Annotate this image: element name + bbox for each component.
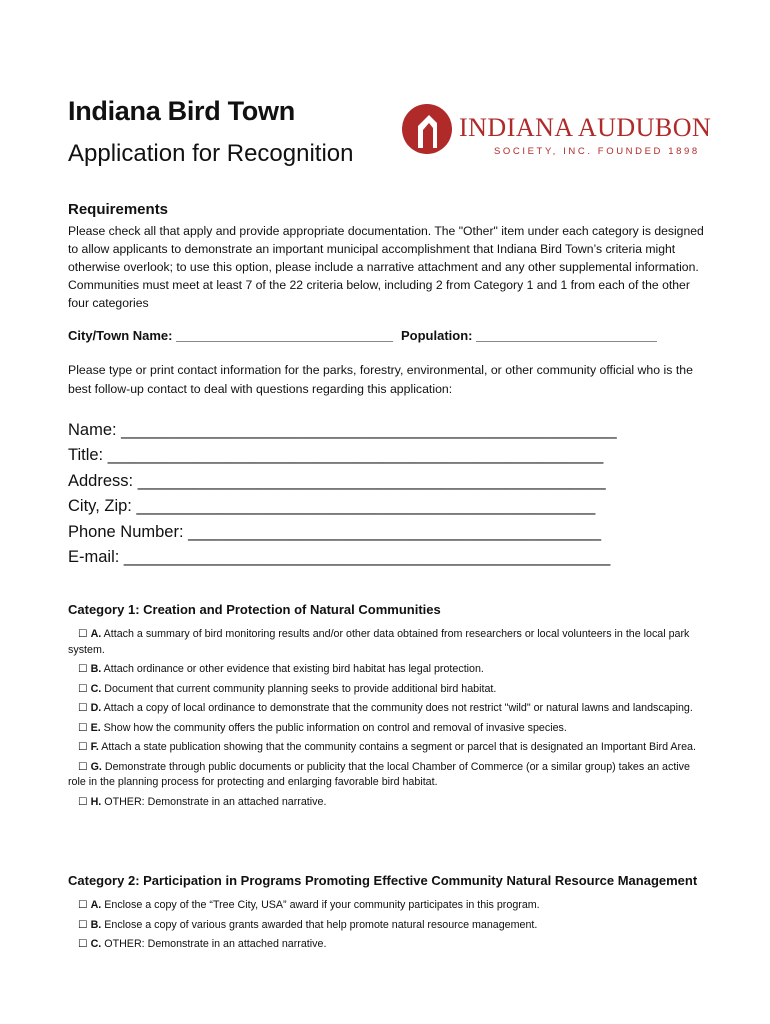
item-text: OTHER: Demonstrate in an attached narrative. — [104, 795, 327, 808]
bird-silhouette-icon — [402, 104, 452, 154]
checkbox[interactable]: ☐ — [78, 918, 88, 931]
criteria-item — [68, 662, 708, 678]
checkbox[interactable]: ☐ — [78, 795, 88, 808]
item-letter: B. — [90, 918, 102, 931]
item-letter: G. — [90, 760, 102, 773]
item-text: Show how the community offers the public information on control and removal of invasive species. — [103, 721, 567, 734]
page-subtitle: Application for Recognition — [68, 140, 354, 167]
checkbox[interactable]: ☐ — [78, 663, 88, 675]
item-letter: E. — [90, 721, 101, 734]
checkbox[interactable]: ☐ — [78, 938, 88, 950]
contact-fields — [68, 418, 617, 570]
logo-tagline: SOCIETY, INC. FOUNDED 1898 — [494, 146, 700, 157]
checkbox[interactable]: ☐ — [78, 721, 88, 734]
item-letter: C. — [90, 682, 102, 695]
criteria-item — [68, 760, 708, 791]
checkbox[interactable]: ☐ — [78, 741, 88, 753]
category-2-heading: Category 2: Participation in Programs Promoting Effective Community Natural Resource Management — [68, 873, 698, 888]
item-text: Enclose a copy of the “Tree City, USA” award if your community participates in this program. — [104, 899, 540, 911]
phone-number-field[interactable]: Phone Number: _____________________________________________ — [68, 522, 602, 541]
item-letter: F. — [90, 741, 99, 753]
item-text: Document that current community planning seeks to provide additional bird habitat. — [104, 682, 497, 695]
population-field[interactable]: Population: _________________________ — [401, 328, 657, 343]
item-text: Attach a state publication showing that the community contains a segment or parcel that is designated an Important Bird Area. — [101, 741, 696, 753]
item-text: Demonstrate through public documents or publicity that the local Chamber of Commerce (or a similar group) takes an active role in the planning process for protecting and enlarging favorable bird habitat. — [68, 760, 690, 788]
criteria-item — [68, 795, 708, 811]
category-2-items — [68, 898, 708, 957]
category-1-items — [68, 627, 708, 814]
criteria-item — [68, 721, 708, 737]
requirements-text: Please check all that apply and provide appropriate documentation. The "Other" item under each category is designed to allow applicants to demonstrate an important municipal accomplishment that Indiana Bird Town’s criteria might otherwise overlook; to use this option, please include a narrative attachment and any other supplemental information. Communities must meet at least 7 of the 22 criteria below, including 2 from Category 1 and 1 from each of the other four categories — [68, 224, 704, 310]
checkbox[interactable]: ☐ — [78, 628, 88, 640]
item-letter: B. — [90, 663, 102, 675]
checkbox[interactable]: ☐ — [78, 702, 88, 714]
item-letter: D. — [90, 702, 102, 714]
page-title: Indiana Bird Town — [68, 96, 295, 126]
requirements-heading: Requirements — [68, 201, 169, 218]
city-population-line — [68, 328, 657, 343]
criteria-item — [68, 918, 708, 934]
item-letter: H. — [90, 795, 102, 808]
logo-name: INDIANA AUDUBON — [459, 113, 712, 142]
title-field[interactable]: Title: ______________________________________________________ — [68, 446, 604, 465]
item-text: Attach ordinance or other evidence that existing bird habitat has legal protection. — [103, 663, 484, 675]
email-field[interactable]: E-mail: _____________________________________________________ — [68, 547, 611, 566]
criteria-item — [68, 627, 708, 658]
item-text: Enclose a copy of various grants awarded that help promote natural resource management. — [104, 918, 538, 931]
item-letter: C. — [90, 938, 102, 950]
address-field[interactable]: Address: ___________________________________________________ — [68, 471, 606, 490]
criteria-item — [68, 682, 708, 698]
criteria-item — [68, 898, 708, 914]
category-1-heading: Category 1: Creation and Protection of Natural Communities — [68, 602, 441, 617]
item-text: OTHER: Demonstrate in an attached narrative. — [104, 938, 327, 950]
item-text: Attach a copy of local ordinance to demonstrate that the community does not restrict "wild" or natural lawns and landscaping. — [103, 702, 693, 714]
checkbox[interactable]: ☐ — [78, 760, 88, 773]
item-letter: A. — [90, 899, 102, 911]
city-zip-field[interactable]: City, Zip: __________________________________________________ — [68, 497, 596, 516]
name-field[interactable]: Name: ______________________________________________________ — [68, 421, 617, 439]
contact-intro: Please type or print contact information for the parks, forestry, environmental, or other community official who is the best follow-up contact to deal with questions regarding this application: — [68, 363, 693, 396]
city-name-field[interactable]: City/Town Name: ______________________________ — [68, 328, 393, 343]
criteria-item — [68, 701, 708, 717]
checkbox[interactable]: ☐ — [78, 899, 88, 911]
item-letter: A. — [90, 628, 102, 640]
criteria-item — [68, 740, 708, 756]
audubon-logo — [402, 104, 724, 160]
item-text: Attach a summary of bird monitoring results and/or other data obtained from researchers or local volunteers in the local park system. — [68, 628, 690, 656]
criteria-item — [68, 937, 708, 953]
checkbox[interactable]: ☐ — [78, 682, 88, 695]
